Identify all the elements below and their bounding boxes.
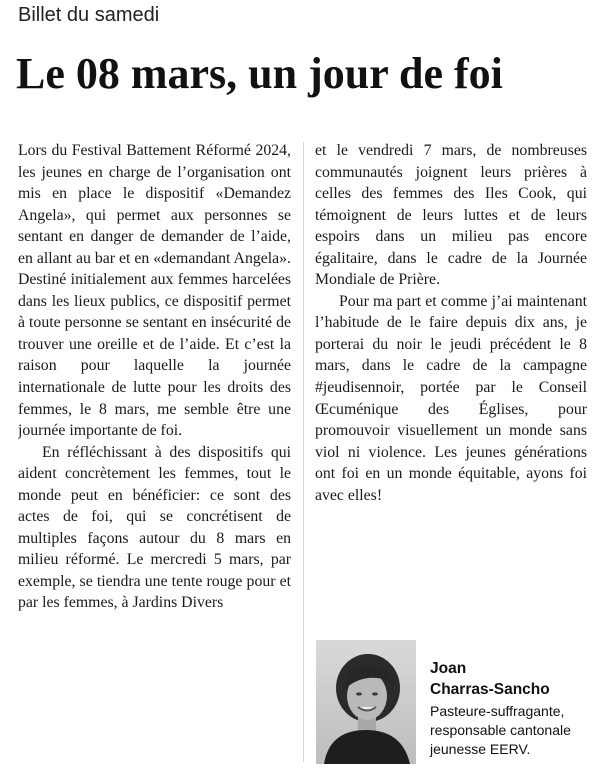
paragraph: Pour ma part et comme j’ai maintenant l’habitude de le faire depuis dix ans, je porterai du noir le jeudi précédent le 8 mars, dans le cadre de la campagne #jeudisennoir, portée par le Conseil Œcuménique des Églises, pour promouvoir visuellement un monde sans viol ni violence. Les jeunes générations ont foi en un monde équitable, ayons foi avec elles! — [315, 292, 587, 504]
author-name-first: Joan — [430, 660, 467, 677]
article-column-right — [315, 140, 587, 506]
article-headline: Le 08 mars, un jour de foi — [16, 49, 503, 98]
author-byline — [430, 658, 600, 759]
author-role-line: jeunesse EERV. — [430, 741, 531, 757]
author-name-last: Charras-Sancho — [430, 681, 550, 698]
article-column-left — [18, 140, 291, 768]
paragraph: et le vendredi 7 mars, de nombreuses communautés joignent leurs prières à celles des femmes des Iles Cook, qui témoignent de leurs luttes et de leurs espoirs dans un milieu pas encore égalitaire, dans le cadre de la Journée Mondiale de Prière. — [315, 142, 587, 289]
section-kicker: Billet du samedi — [18, 4, 160, 26]
author-role — [430, 702, 600, 759]
author-photo — [316, 640, 416, 764]
paragraph: En réfléchissant à des dispositifs qui aident concrètement les femmes, tout le monde peut en bénéficier: ce sont des actes de foi, qui se concrétisent de multiples façons autour du 8 mars en milieu réformé. Le mercredi 5 mars, par exemple, se tiendra une tente rouge pour et par les femmes, à Jardins Divers — [18, 443, 291, 612]
paragraph: Lors du Festival Battement Réformé 2024, les jeunes en charge de l’organisation ont mis en place le dispositif «Demandez Angela», qui permet aux personnes se sentant en danger de demander de l’aide, en allant au bar et en «demandant Angela». Destiné initialement aux femmes harcelées dans les lieux publics, ce dispositif permet à toute personne se sentant en insécurité de trouver une oreille et de l’aide. Et c’est la raison pour laquelle la journée internationale de lutte pour les droits des femmes, le 8 mars, me semble être une journée importante de foi. — [18, 142, 291, 440]
author-role-line: Pasteure-suffragante, — [430, 703, 565, 719]
author-portrait-image — [316, 640, 416, 764]
column-divider — [303, 142, 304, 762]
author-role-line: responsable cantonale — [430, 722, 571, 738]
